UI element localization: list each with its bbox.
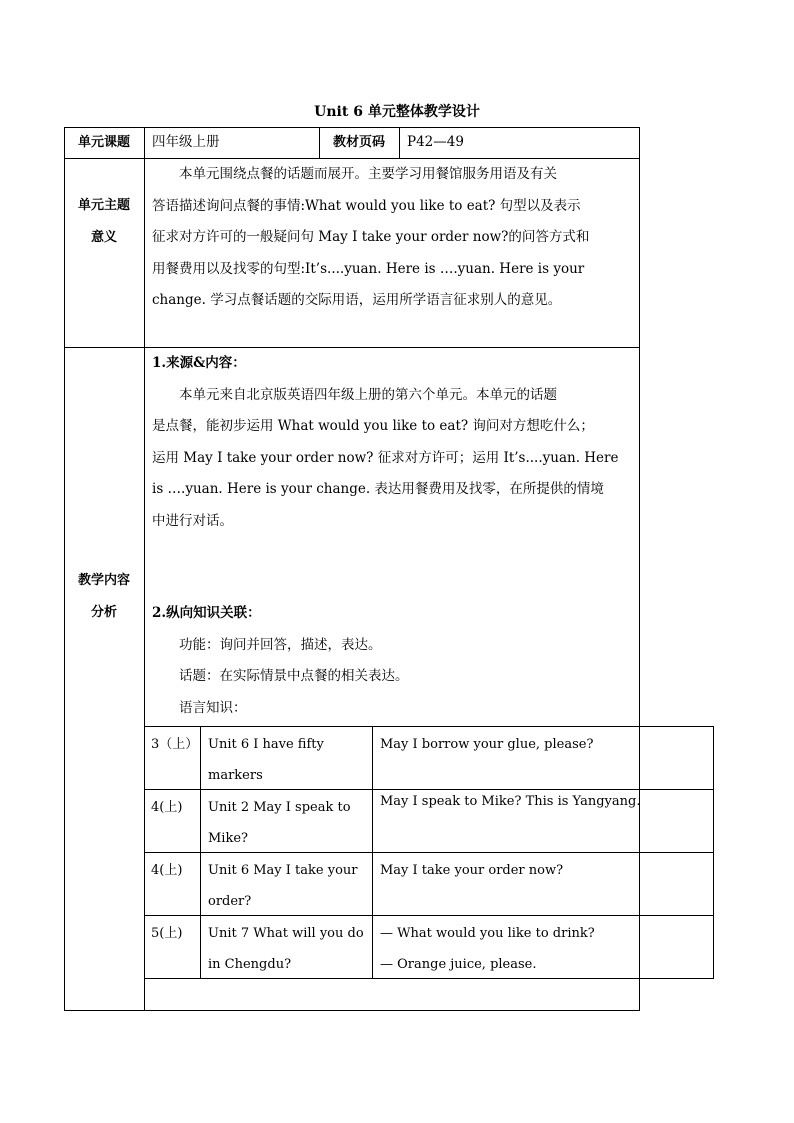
- example-cell: [380, 729, 680, 760]
- value-textbook-pages: P42—49: [407, 134, 464, 150]
- example-cell: [380, 918, 680, 980]
- unit-line: Unit 6 May I take your: [208, 863, 358, 878]
- theme-line: change. 学习点餐话题的交际用语，运用所学语言征求别人的意见。: [152, 292, 562, 308]
- unit-cell: [208, 729, 370, 791]
- analysis-section2: [152, 598, 634, 724]
- example-cell: [380, 855, 680, 886]
- unit-line: order?: [208, 894, 252, 909]
- label-theme: [64, 190, 144, 254]
- grade-cell: 4(上): [151, 863, 183, 878]
- unit-cell: [208, 855, 370, 917]
- section2-line: 功能：询问并回答，描述，表达。: [179, 636, 382, 653]
- unit-line: Unit 2 May I speak to: [208, 800, 351, 815]
- example-cell: [380, 786, 680, 817]
- theme-line: 用餐费用以及找零的句型:It’s....yuan. Here is ….yuan. Here is your: [152, 260, 585, 277]
- section2-line: 语言知识：: [179, 699, 247, 716]
- theme-content: [152, 159, 634, 317]
- theme-line: 征求对方许可的一般疑问句 May I take your order now?的问答方式和: [152, 229, 590, 245]
- example-line: — Orange juice, please.: [380, 957, 537, 972]
- section2-heading: 2.纵向知识关联：: [152, 605, 261, 621]
- section1-line: is ….yuan. Here is your change. 表达用餐费用及找零，在所提供的情境: [152, 481, 604, 497]
- example-line: May I speak to Mike? This is Yangyang.: [380, 794, 641, 809]
- section1-line: 中进行对话。: [152, 512, 233, 529]
- subtable-row: [144, 727, 714, 789]
- theme-line: 答语描述询问点餐的事情:What would you like to eat? 句型以及表示: [152, 197, 581, 214]
- label-unit-topic: 单元课题: [77, 135, 130, 150]
- label-textbook-pages: 教材页码: [332, 135, 385, 150]
- section1-heading: 1.来源&内容：: [152, 355, 246, 371]
- subtable-row: [144, 853, 714, 915]
- section1-line: 运用 May I take your order now? 征求对方许可；运用 It’s....yuan. Here: [152, 449, 619, 466]
- table-border-bottom: [64, 1010, 640, 1011]
- unit-line: Unit 6 I have fifty: [208, 737, 324, 752]
- grade-cell: 4(上): [151, 800, 183, 815]
- value-unit-topic: 四年级上册: [152, 134, 220, 150]
- grade-cell: 3（上）: [151, 737, 199, 752]
- label-theme-line1: 单元主题: [77, 198, 130, 213]
- document-title: Unit 6 单元整体教学设计: [314, 104, 480, 120]
- unit-cell: [208, 792, 370, 854]
- grade-cell: 5(上): [151, 926, 183, 941]
- example-line: — What would you like to drink?: [380, 926, 595, 941]
- label-analysis: [64, 565, 144, 629]
- subtable-row: [144, 790, 714, 852]
- section1-line: 是点餐，能初步运用 What would you like to eat? 询问对方想吃什么；: [152, 418, 594, 434]
- label-analysis-line2: 分析: [90, 605, 117, 620]
- example-line: May I take your order now?: [380, 863, 564, 878]
- analysis-section1: [152, 348, 634, 537]
- example-line: May I borrow your glue, please?: [380, 737, 594, 752]
- unit-line: in Chengdu?: [208, 957, 292, 972]
- theme-line: 本单元围绕点餐的话题而展开。主要学习用餐馆服务用语及有关: [179, 166, 557, 182]
- unit-line: markers: [208, 768, 263, 783]
- section1-line: 本单元来自北京版英语四年级上册的第六个单元。本单元的话题: [179, 386, 557, 403]
- unit-line: Unit 7 What will you do: [208, 926, 364, 941]
- subtable-row: [144, 916, 714, 978]
- unit-line: Mike?: [208, 831, 249, 846]
- label-theme-line2: 意义: [90, 230, 117, 245]
- unit-cell: [208, 918, 370, 980]
- section2-line: 话题：在实际情景中点餐的相关表达。: [179, 668, 409, 684]
- header-divider-b: [399, 127, 400, 159]
- label-analysis-line1: 教学内容: [77, 573, 130, 588]
